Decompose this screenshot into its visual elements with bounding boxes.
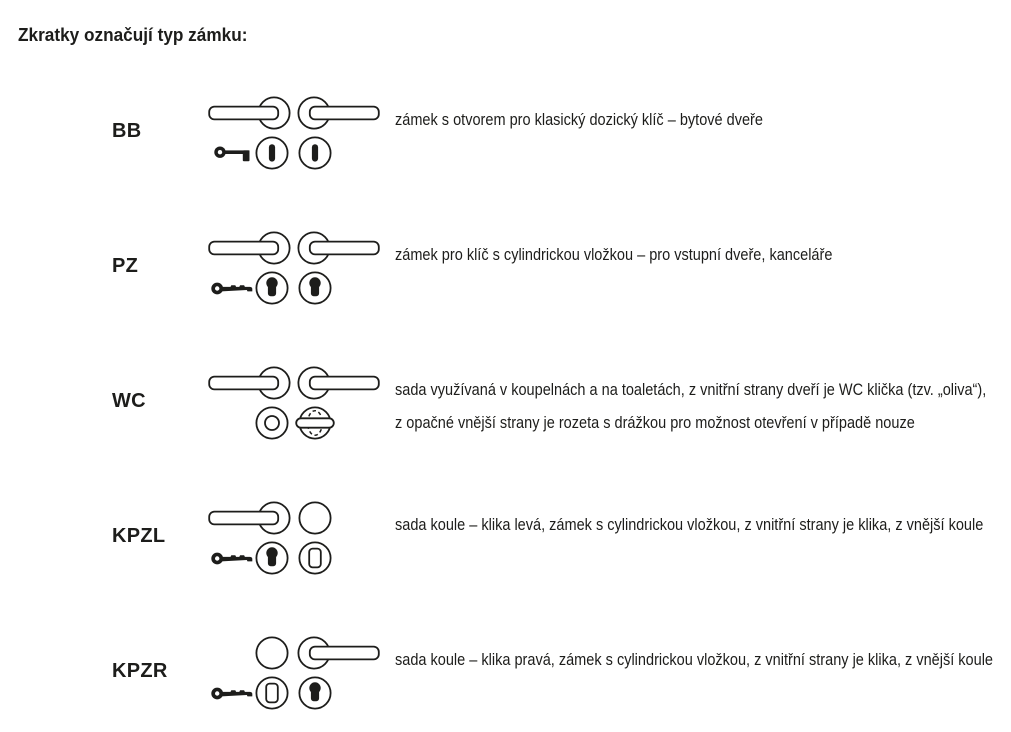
lock-type-row-kpzl xyxy=(0,480,1011,615)
lock-icon-set xyxy=(205,615,395,732)
cylinder-key-icon xyxy=(211,280,253,297)
description-line: zámek s otvorem pro klasický dozický klíč – bytové dveře xyxy=(395,111,763,129)
blind-rosette-icon xyxy=(255,676,289,710)
lock-code-label: WC xyxy=(112,390,146,412)
lock-type-row-kpzr xyxy=(0,615,1011,732)
lock-code-label: KPZL xyxy=(112,525,166,547)
cylinder-key-icon xyxy=(211,550,253,567)
lock-code-label: PZ xyxy=(112,255,139,277)
blind-rosette-icon xyxy=(298,541,332,575)
keyhole-rosette-bb-icon xyxy=(298,136,332,170)
keyhole-rosette-pz-icon xyxy=(298,271,332,305)
wc-oliva-rosette-icon xyxy=(295,406,335,440)
lock-type-row-pz xyxy=(0,210,1011,345)
lock-icon-set xyxy=(205,210,395,345)
lever-handle-right-icon xyxy=(296,365,380,401)
lock-icon-set xyxy=(205,345,395,480)
lock-type-row-bb xyxy=(0,75,1011,210)
ball-knob-icon xyxy=(255,636,289,670)
lock-type-description xyxy=(395,239,934,272)
description-line: sada koule – klika levá, zámek s cylindrickou vložkou, z vnitřní strany je klika, z vnější koule xyxy=(395,516,984,534)
lever-handle-left-icon xyxy=(208,230,292,266)
ball-knob-icon xyxy=(298,501,332,535)
lock-type-description xyxy=(395,644,994,677)
lock-type-legend xyxy=(0,75,1011,732)
lever-handle-left-icon xyxy=(208,95,292,131)
bit-key-icon xyxy=(214,145,252,163)
lever-handle-left-icon xyxy=(208,500,292,536)
lever-handle-right-icon xyxy=(296,230,380,266)
plain-rosette-icon xyxy=(255,406,289,440)
keyhole-rosette-pz-icon xyxy=(255,541,289,575)
lock-type-description xyxy=(395,509,984,542)
description-line: sada využívaná v koupelnách a na toaletách, z vnitřní strany dveří je WC klička (tzv. „oliva“), xyxy=(395,381,987,399)
lock-type-row-wc xyxy=(0,345,1011,480)
cylinder-key-icon xyxy=(211,685,253,702)
lock-type-description xyxy=(395,104,934,137)
lever-handle-right-icon xyxy=(296,95,380,131)
keyhole-rosette-bb-icon xyxy=(255,136,289,170)
keyhole-rosette-pz-icon xyxy=(255,271,289,305)
keyhole-rosette-pz-icon xyxy=(298,676,332,710)
lock-code-label: BB xyxy=(112,120,142,142)
lock-icon-set xyxy=(205,75,395,210)
lock-type-description xyxy=(395,374,987,440)
page-title: Zkratky označují typ zámku: xyxy=(18,24,248,45)
lock-icon-set xyxy=(205,480,395,615)
description-line: z opačné vnější strany je rozeta s drážkou pro možnost otevření v případě nouze xyxy=(395,414,915,432)
lock-code-label: KPZR xyxy=(112,660,168,682)
description-line: zámek pro klíč s cylindrickou vložkou – pro vstupní dveře, kanceláře xyxy=(395,246,833,264)
lever-handle-right-icon xyxy=(296,635,380,671)
description-line: sada koule – klika pravá, zámek s cylindrickou vložkou, z vnitřní strany je klika, z vnější koule xyxy=(395,651,994,669)
lever-handle-left-icon xyxy=(208,365,292,401)
